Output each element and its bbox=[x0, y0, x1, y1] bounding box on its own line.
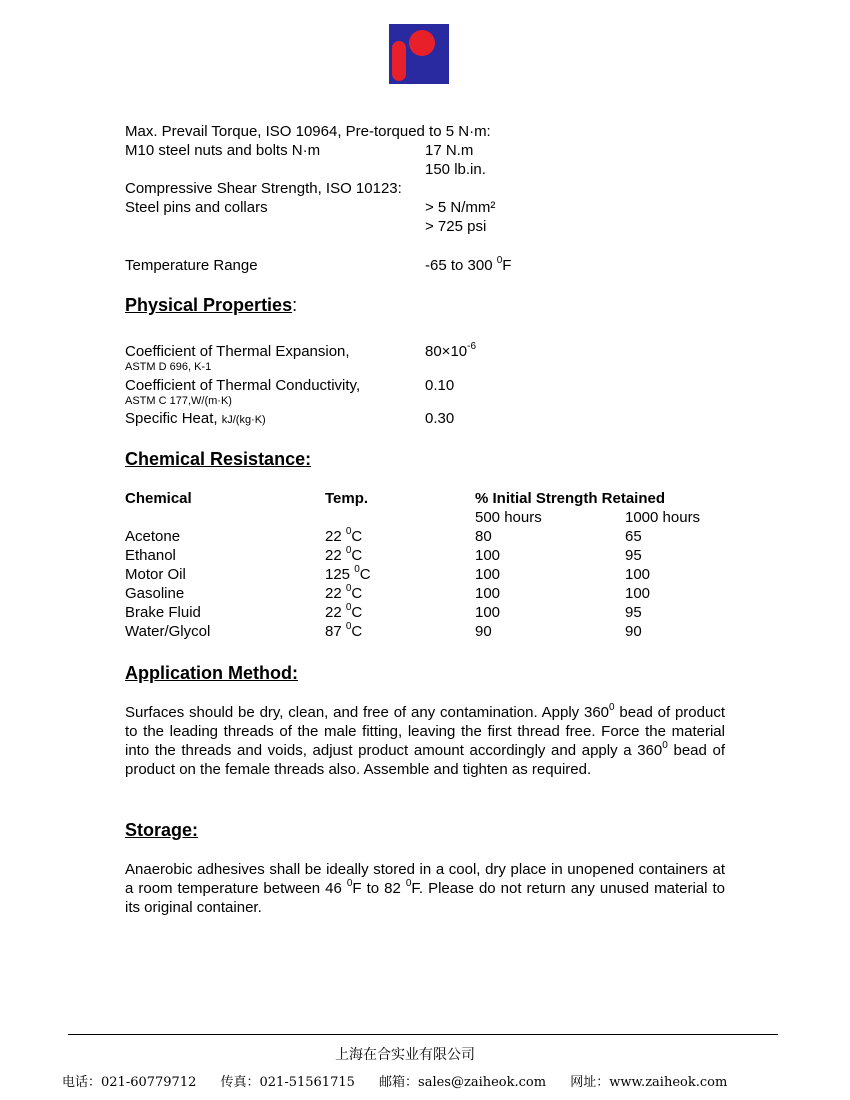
storage-text: Anaerobic adhesives shall be ideally stored in a cool, dry place in unopened containers at a room temperature between 46 $^0$F to 82 $^0$F. Please do not return any unused material to its original container. bbox=[125, 861, 726, 916]
chemical-temp: 87 $^0$C bbox=[325, 621, 363, 640]
footer-email[interactable]: 邮箱：sales@zaiheok.com bbox=[379, 1075, 547, 1090]
application-method-text: Surfaces should be dry, clean, and free of any contamination. Apply $360^0$ bead of product to the leading threads of the male fitting, leaving the first thread free. Force the material into the threads and voids, adjust product amount accordingly and apply a $360^0$ bead of product on the female threads also. Assemble and tighten as required. bbox=[125, 702, 725, 778]
torque-heading: Max. Prevail Torque, ISO 10964, Pre-torqued to 5 N·m: bbox=[125, 123, 491, 140]
strength-1000h: 100 bbox=[625, 585, 651, 602]
shear-heading: Compressive Shear Strength, ISO 10123: bbox=[125, 180, 402, 197]
specific-heat-label: Specific Heat, kJ/(kg·K) bbox=[125, 410, 266, 427]
strength-500h: 100 bbox=[475, 585, 501, 602]
chemical-name: Gasoline bbox=[125, 585, 185, 602]
storage-heading: Storage: bbox=[125, 820, 199, 840]
strength-500h: 80 bbox=[475, 528, 492, 545]
chemical-temp: 22 $^0$C bbox=[325, 526, 363, 545]
chemical-name: Brake Fluid bbox=[125, 604, 201, 621]
footer-fax: 传真：021-51561715 bbox=[220, 1075, 355, 1090]
chemical-temp: 22 $^0$C bbox=[325, 583, 363, 602]
shear-value-nmm2: > 5 N/mm² bbox=[425, 199, 496, 216]
chemical-resistance-heading: Chemical Resistance: bbox=[125, 449, 312, 469]
thermal-expansion-value: $80\times 10^{-6}$ bbox=[425, 341, 477, 360]
shear-value-psi: > 725 psi bbox=[425, 218, 487, 235]
torque-label: M10 steel nuts and bolts N·m bbox=[125, 142, 321, 159]
strength-1000h: 65 bbox=[625, 528, 642, 545]
footer-phone: 电话：021-60779712 bbox=[62, 1075, 197, 1090]
chemical-name: Water/Glycol bbox=[125, 623, 211, 640]
strength-500h: 100 bbox=[475, 566, 501, 583]
strength-500h: 100 bbox=[475, 604, 501, 621]
footer-company-name: 上海在合实业有限公司 bbox=[335, 1047, 475, 1063]
footer-divider bbox=[68, 1034, 778, 1035]
torque-value-nm: 17 N.m bbox=[425, 142, 474, 159]
application-method-heading: Application Method: bbox=[125, 663, 298, 683]
temperature-label: Temperature Range bbox=[125, 257, 258, 274]
strength-1000h: 100 bbox=[625, 566, 651, 583]
strength-500h: 90 bbox=[475, 623, 492, 640]
column-chemical: Chemical bbox=[125, 490, 192, 507]
column-500-hours: 500 hours bbox=[475, 509, 542, 526]
chemical-name: Ethanol bbox=[125, 547, 176, 564]
chemical-name: Motor Oil bbox=[125, 566, 186, 583]
strength-500h: 100 bbox=[475, 547, 501, 564]
thermal-expansion-standard: ASTM D 696, K-1 bbox=[125, 361, 212, 373]
chemical-temp: 22 $^0$C bbox=[325, 545, 363, 564]
chemical-temp: 125 $^0$C bbox=[325, 564, 371, 583]
thermal-expansion-label: Coefficient of Thermal Expansion, bbox=[125, 343, 350, 360]
torque-value-lbin: 150 lb.in. bbox=[425, 161, 486, 178]
physical-properties-heading: Physical Properties: bbox=[125, 295, 298, 315]
thermal-conductivity-label: Coefficient of Thermal Conductivity, bbox=[125, 377, 361, 394]
strength-1000h: 95 bbox=[625, 604, 642, 621]
column-1000-hours: 1000 hours bbox=[625, 509, 701, 526]
strength-1000h: 95 bbox=[625, 547, 642, 564]
temperature-value: -65 to 300 $^0$F bbox=[425, 255, 512, 274]
strength-1000h: 90 bbox=[625, 623, 642, 640]
thermal-conductivity-standard: ASTM C 177,W/(m·K) bbox=[125, 395, 232, 407]
shear-label: Steel pins and collars bbox=[125, 199, 268, 216]
company-logo-icon bbox=[389, 24, 449, 84]
column-strength-retained: % Initial Strength Retained bbox=[475, 490, 666, 507]
chemical-name: Acetone bbox=[125, 528, 181, 545]
specific-heat-value: 0.30 bbox=[425, 410, 455, 427]
footer-contact-info bbox=[62, 1073, 747, 1092]
column-temp: Temp. bbox=[325, 490, 369, 507]
thermal-conductivity-value: 0.10 bbox=[425, 377, 455, 394]
footer-website[interactable]: 网址：www.zaiheok.com bbox=[570, 1075, 728, 1090]
chemical-temp: 22 $^0$C bbox=[325, 602, 363, 621]
